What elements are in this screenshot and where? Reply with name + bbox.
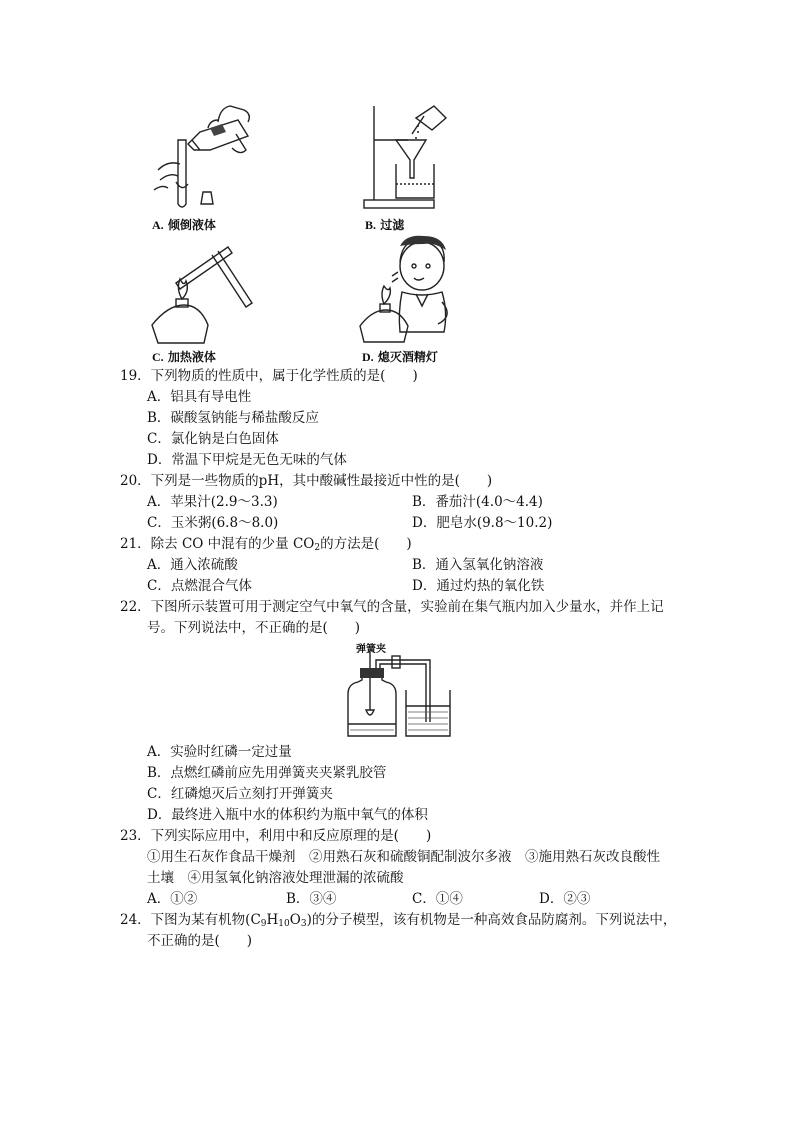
q20-option-c: C．玉米粥(6.8～8.0) [147, 515, 279, 531]
q19-stem: 19．下列物质的性质中，属于化学性质的是( ) [120, 368, 418, 384]
figure-caption-d: D. 熄灭酒精灯 [362, 350, 438, 364]
q22-option-d: D．最终进入瓶中水的体积约为瓶中氧气的体积 [147, 807, 428, 823]
q23-items-line2: 土壤 ④用氢氧化钠溶液处理泄漏的浓硫酸 [147, 870, 404, 886]
figure-caption-b: B. 过滤 [365, 218, 405, 232]
q22-stem-line1: 22．下图所示装置可用于测定空气中氧气的含量，实验前在集气瓶内加入少量水，并作上记 [120, 599, 664, 615]
figure-caption-a: A. 倾倒液体 [152, 218, 216, 232]
figure-heating-liquid [148, 233, 258, 345]
q22-stem-line2: 号。下列说法中，不正确的是( ) [147, 620, 361, 636]
q21-option-a: A．通入浓硫酸 [147, 557, 238, 573]
q19-option-c: C．氯化钠是白色固体 [147, 431, 279, 447]
q20-stem: 20．下列是一些物质的pH，其中酸碱性最接近中性的是( ) [120, 473, 493, 489]
q23-items-line1: ①用生石灰作食品干燥剂 ②用熟石灰和硫酸铜配制波尔多液 ③施用熟石灰改良酸性 [147, 849, 660, 865]
q22-option-c: C．红磷熄灭后立刻打开弹簧夹 [147, 786, 333, 802]
q20-option-d: D．肥皂水(9.8～10.2) [412, 515, 553, 531]
q24-stem-line2: 不正确的是( ) [147, 933, 253, 949]
q22-apparatus-figure [340, 650, 460, 742]
q21-option-c: C．点燃混合气体 [147, 578, 252, 594]
q20-option-b: B．番茄汁(4.0～4.4) [412, 494, 543, 510]
q23-option-d: D．②③ [539, 891, 591, 907]
q21-stem: 21．除去 CO 中混有的少量 $CO_2$的方法是( ) [120, 536, 412, 553]
figure-extinguishing-lamp [358, 232, 468, 347]
q22-option-a: A．实验时红磷一定过量 [147, 744, 292, 760]
q19-option-b: B．碳酸氢钠能与稀盐酸反应 [147, 410, 319, 426]
figure-filtration [360, 100, 460, 215]
q23-option-a: A．①② [147, 891, 198, 907]
figure-pouring-liquid [148, 100, 258, 215]
q22-figure-label: 弹簧夹 [356, 644, 386, 655]
q24-stem-line1: 24．下图为某有机物$(C_9H_{10}O_3)$的分子模型，该有机物是一种高效食品防腐剂。下列说法中， [120, 912, 677, 929]
figure-caption-c: C. 加热液体 [152, 350, 216, 364]
q19-option-a: A．铝具有导电性 [147, 389, 252, 405]
q21-option-b: B．通入氢氧化钠溶液 [412, 557, 544, 573]
q22-option-b: B．点燃红磷前应先用弹簧夹夹紧乳胶管 [147, 765, 387, 781]
q19-option-d: D．常温下甲烷是无色无味的气体 [147, 452, 347, 468]
q23-option-b: B．③④ [286, 891, 337, 907]
q23-stem: 23．下列实际应用中，利用中和反应原理的是( ) [120, 828, 432, 844]
q23-option-c: C．①④ [412, 891, 463, 907]
q20-option-a: A．苹果汁(2.9～3.3) [147, 494, 278, 510]
q21-option-d: D．通过灼热的氧化铁 [412, 578, 545, 594]
